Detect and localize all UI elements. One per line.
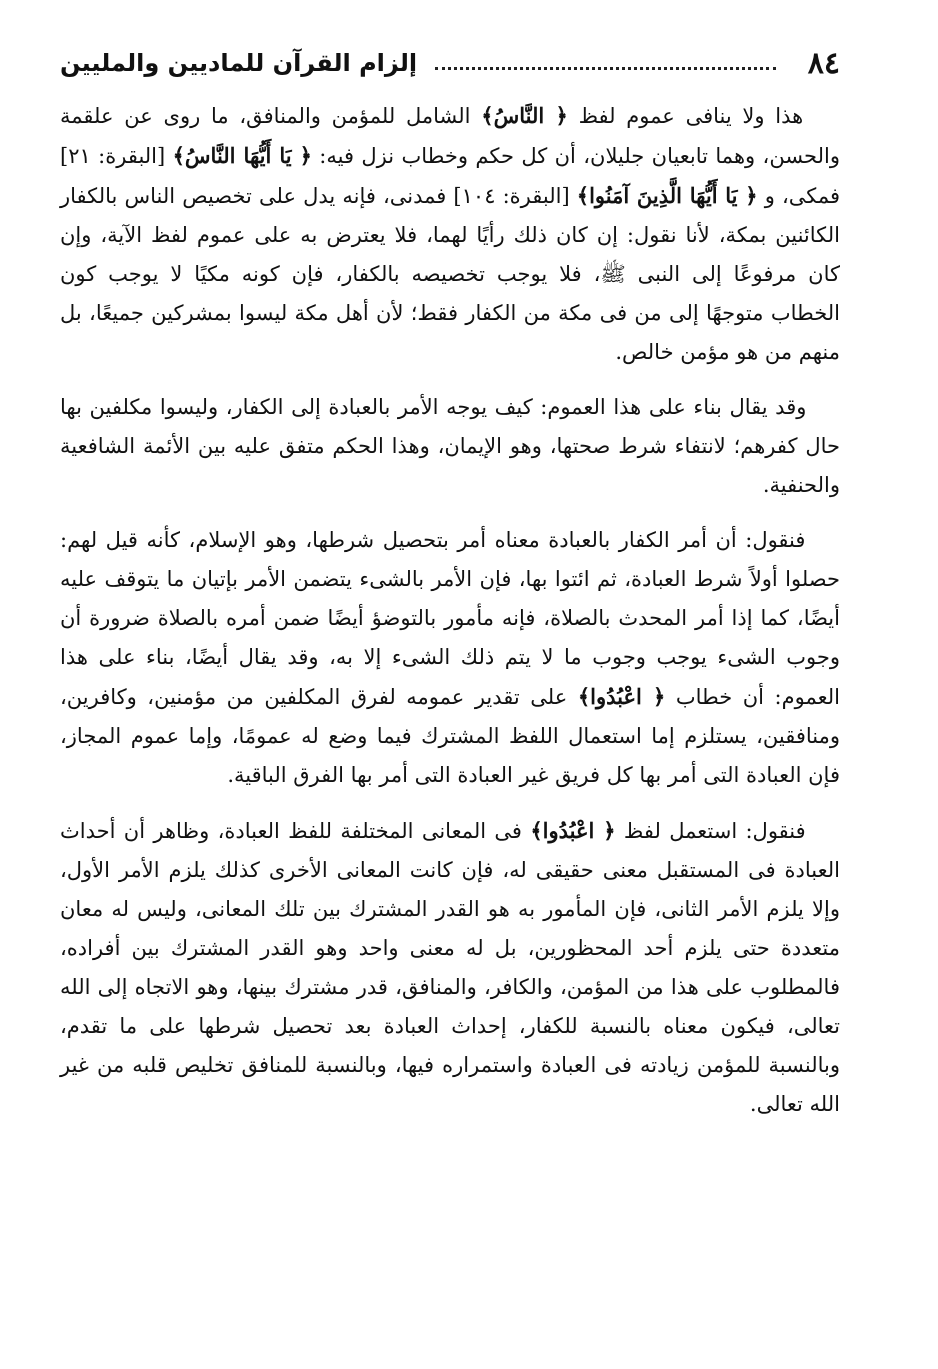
text-segment: [البقرة: ١٠٤] فمدنى، فإنه يدل على تخصيص الناس بالكفار الكائنين بمكة، لأنا نقول: إن كان ذلك رأيًا لهما، فلا يعترض به على عموم لفظ الآية، وإن كان مرفوعًا إلى النبى ﷺ، فلا يوجب تخصيصه بالكفار، فإن كونه مكيًا لا يوجب كون الخطاب متوجهًا إلى من فى مكة من الكفار فقط؛ لأن أهل مكة ليسوا بمشركين جميعًا، بل منهم من هو مؤمن خالص. — [60, 184, 840, 364]
paragraph-2 — [60, 388, 840, 505]
header-dotted-rule — [435, 67, 776, 70]
text-segment: [البقرة: ٢١] فمكى، و — [60, 144, 841, 208]
paragraph-1 — [60, 96, 840, 372]
page-header — [60, 40, 840, 86]
paragraph-3 — [60, 521, 840, 795]
text-segment: الشامل للمؤمن والمنافق، ما روى عن علقمة والحسن، وهما تابعيان جليلان، أن كل حكم وخطاب نزل فيه: — [60, 104, 840, 168]
text-segment: على تقدير عمومه لفرق المكلفين من مؤمنين، وكافرين، ومنافقين، يستلزم إما استعمال اللفظ المشترك فيما وضع له عمومًا، وإما عموم المجاز، فإن العبادة التى أمر بها كل فريق غير العبادة التى أمر بها الفرق الباقية. — [60, 685, 840, 787]
text-segment: وقد يقال بناء على هذا العموم: كيف يوجه الأمر بالعبادة إلى الكفار، وليسوا مكلفين بها حال كفرهم؛ لانتفاء شرط صحتها، وهو الإيمان، وهذا الحكم متفق عليه بين الأئمة الشافعية والحنفية. — [60, 395, 840, 497]
quran-quote: ﴿ اعْبُدُوا﴾ — [530, 818, 616, 843]
quran-quote: ﴿ اعْبُدُوا﴾ — [577, 684, 666, 709]
quran-quote: ﴿ يَا أَيُّهَا النَّاسُ﴾ — [172, 143, 312, 168]
text-segment: هذا ولا ينافى عموم لفظ — [567, 104, 804, 128]
text-segment: فى المعانى المختلفة للفظ العبادة، وظاهر أن أحداث العبادة فى المستقبل معنى حقيقى له، فإن كانت المعانى الأخرى كذلك يلزم الأمر الأول، وإلا يلزم الأمر الثانى، فإن المأمور به هو القدر المشترك بين تلك المعانى، وليس له معان متعددة حتى يلزم أحد المحظورين، بل له معنى واحد وهو القدر المشترك بين أفراده، فالمطلوب على هذا من المؤمن، والكافر، والمنافق، قدر مشترك بينها، وهو الاتجاه إلى الله تعالى، فيكون معناه بالنسبة للكفار، إحداث العبادة بعد تحصيل شرطها على ما تقدم، وبالنسبة للمؤمن زيادته فى العبادة واستمراره فيها، وبالنسبة للمنافق تخليص قلبه من غير الله تعالى. — [60, 819, 840, 1116]
quran-quote: ﴿ يَا أَيُّهَا الَّذِينَ آمَنُوا﴾ — [576, 183, 758, 208]
paragraph-4 — [60, 811, 840, 1124]
quran-quote: ﴿ النَّاسُ﴾ — [481, 103, 568, 128]
page-number: ٨٤ — [807, 45, 840, 81]
text-segment: فنقول: استعمل لفظ — [615, 819, 806, 843]
page-body — [60, 96, 840, 1124]
running-title: إلزام القرآن للماديين والمليين — [60, 49, 418, 77]
text-segment: فنقول: أن أمر الكفار بالعبادة معناه أمر بتحصيل شرطها، وهو الإسلام، كأنه قيل لهم: حصلوا أولاً شرط العبادة، ثم ائتوا بها، فإن الأمر بالشىء يتضمن الأمر بإتيان ما يتوقف عليه أيضًا، كما إذا أمر المحدث بالصلاة، فإنه مأمور بالتوضؤ أيضًا ضمن أمره بالصلاة ضرورة أن وجوب الشىء يوجب وجوب ما لا يتم ذلك الشىء إلا به، وقد يقال أيضًا، بناء على هذا العموم: أن خطاب — [60, 528, 840, 709]
